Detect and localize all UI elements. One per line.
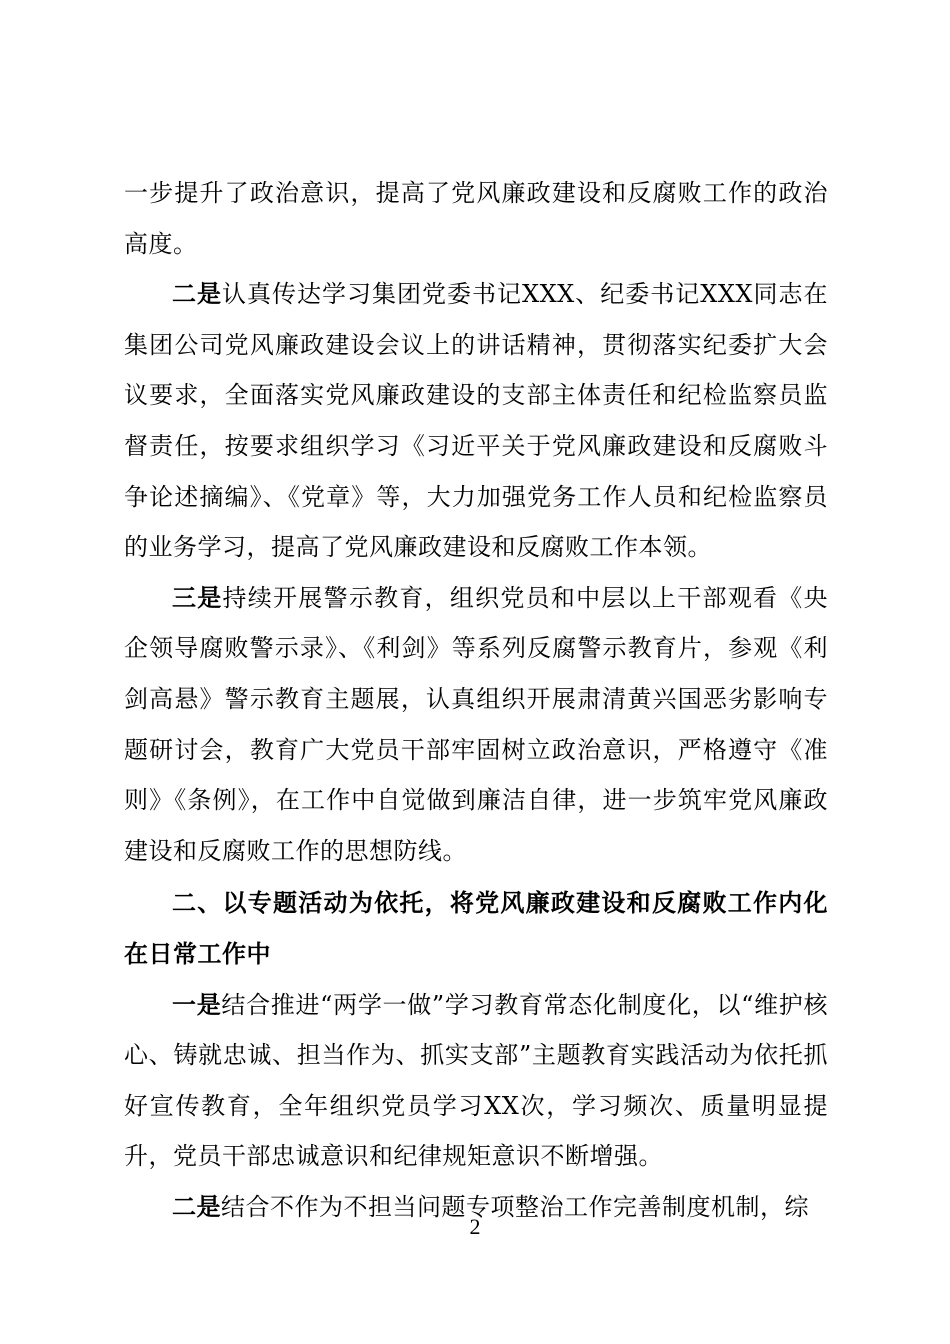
paragraph-lead: 二是 — [172, 280, 222, 309]
continuation-paragraph — [124, 168, 828, 269]
section-paragraph-first-point — [124, 980, 828, 1182]
page-number: 2 — [469, 1214, 481, 1239]
paragraph-lead: 一是 — [172, 990, 222, 1019]
paragraph-lead: 二是 — [172, 1192, 221, 1221]
paragraph-text: 持续开展警示教育，组织党员和中层以上干部观看《央企领导腐败警示录》、《利剑》等系列反腐警示教育片，参观《利剑高悬》警示教育主题展，认真组织开展肃清黄兴国恶劣影响专题研讨会，教育广大党员干部牢固树立政治意识，严格遵守《准则》《条例》，在工作中自觉做到廉洁自律，进一步筑牢党风廉政建设和反腐败工作的思想防线。 — [124, 583, 829, 865]
paragraph-text: 认真传达学习集团党委书记XXX、纪委书记XXX同志在集团公司党风廉政建设会议上的讲话精神，贯彻落实纪委扩大会议要求，全面落实党风廉政建设的支部主体责任和纪检监察员监督责任，按要求组织学习《习近平关于党风廉政建设和反腐败斗争论述摘编》、《党章》等，大力加强党务工作人员和纪检监察员的业务学习，提高了党风廉政建设和反腐败工作本领。 — [124, 280, 828, 562]
paragraph-text: 结合不作为不担当问题专项整治工作完善制度机制，综 — [221, 1192, 809, 1221]
paragraph-text: 一步提升了政治意识，提高了党风廉政建设和反腐败工作的政治高度。 — [124, 179, 828, 258]
section-heading: 二、以专题活动为依托，将党风廉政建设和反腐败工作内化在日常工作中 — [124, 889, 828, 968]
paragraph-second-point — [124, 269, 828, 573]
paragraph-text: 结合推进“两学一做”学习教育常态化制度化，以“维护核心、铸就忠诚、担当作为、抓实支部”主题教育实践活动为依托抓好宣传教育，全年组织党员学习XX次，学习频次、质量明显提升，党员干部忠诚意识和纪律规矩意识不断增强。 — [124, 990, 829, 1171]
document-body — [124, 168, 828, 1232]
paragraph-lead: 三是 — [172, 583, 223, 612]
paragraph-third-point — [124, 573, 828, 877]
